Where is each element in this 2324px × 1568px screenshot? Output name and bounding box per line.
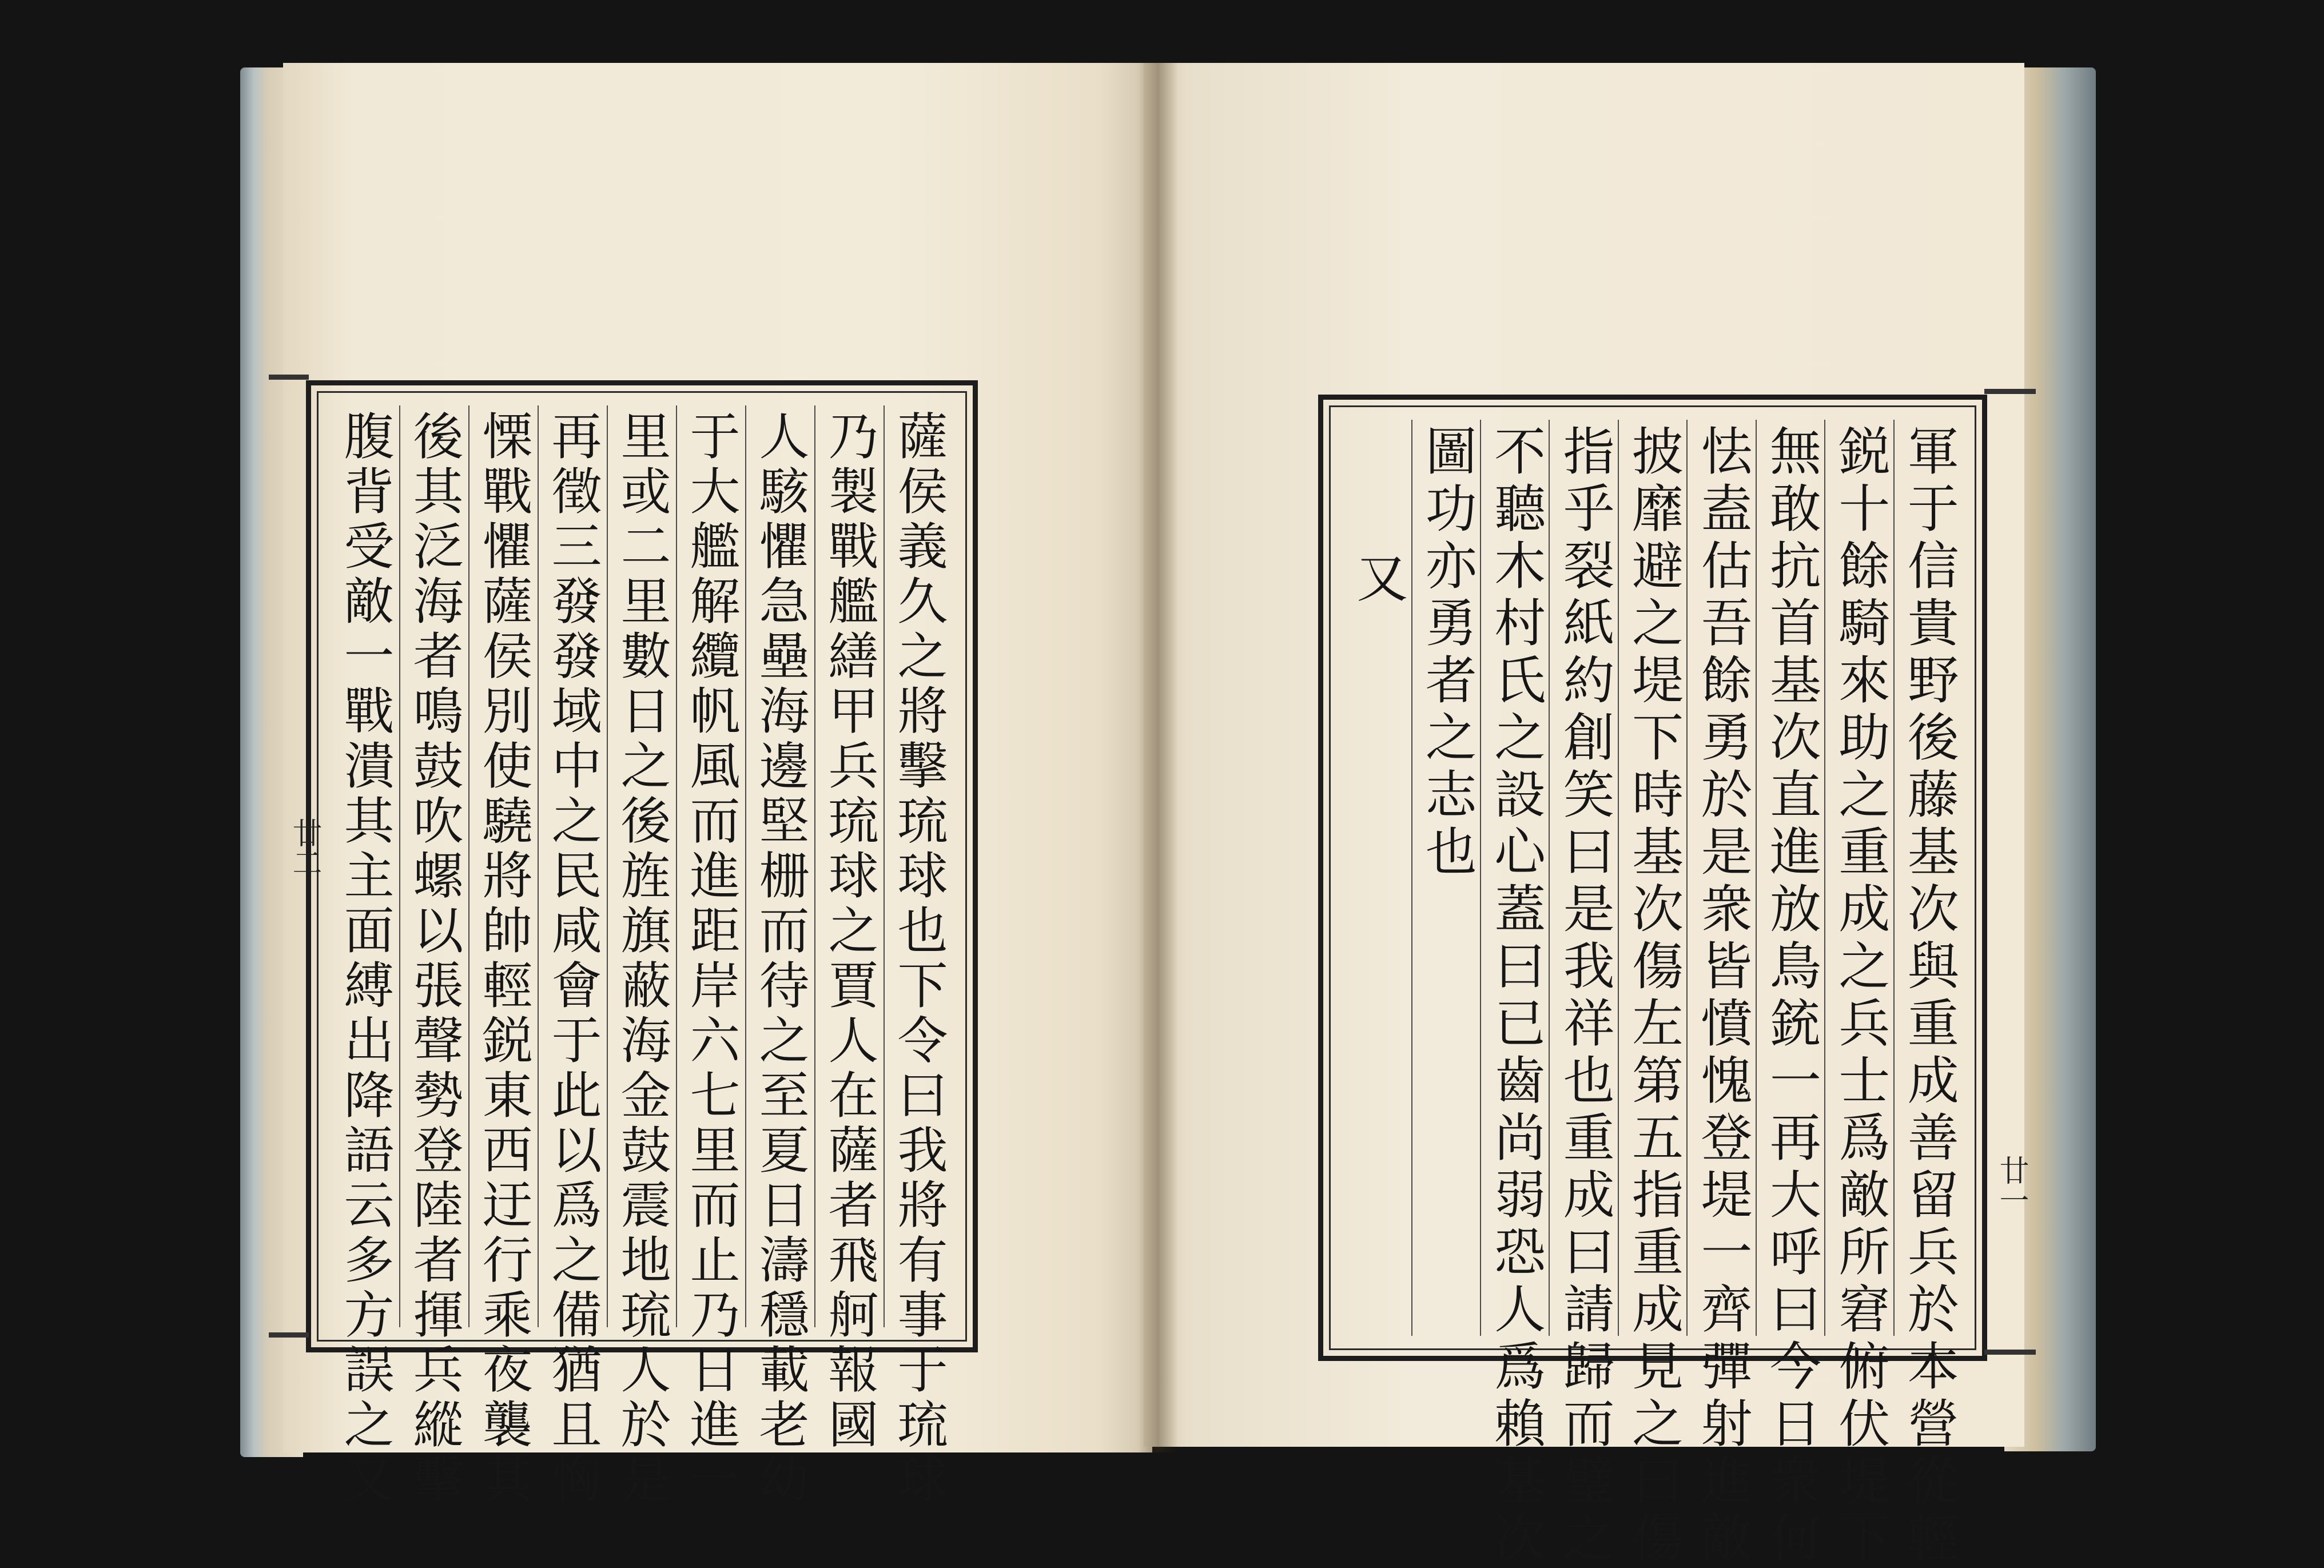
left-column [607, 405, 676, 1508]
right-column [1411, 420, 1480, 1336]
right-folio: 廿一 [1994, 1155, 2028, 1215]
binding-thread-bottom-right [1984, 1350, 2036, 1355]
binding-thread-bottom-left [269, 1332, 309, 1338]
binding-thread-top-left [269, 375, 309, 380]
left-column [399, 405, 468, 1508]
right-column [1618, 420, 1686, 1568]
right-column [1480, 420, 1549, 1568]
left-column-text: 人駭懼急壘海邊堅栅而待之至夏日濤穩載老幼 [751, 410, 810, 1508]
left-column [884, 405, 953, 1508]
right-column-text: 披靡避之堤下時基次傷左第五指重成見之曰傷 [1623, 424, 1684, 1568]
left-columns [331, 405, 953, 1508]
left-column [676, 405, 745, 1508]
right-column-text: 圖功亦勇者之志也 [1416, 424, 1477, 882]
right-column [1343, 420, 1411, 1336]
right-text-frame [1318, 395, 1987, 1568]
right-column [1686, 420, 1755, 1568]
left-column [331, 405, 399, 1508]
right-column [1824, 420, 1893, 1568]
left-text-frame [306, 380, 978, 1508]
right-column-text: 怯盍估吾餘勇於是衆皆憤愧登堤一齊彈射進敵 [1692, 424, 1752, 1568]
left-column [814, 405, 884, 1453]
right-column-text: 軍于信貴野後藤基次與重成善留兵於本營從輕 [1898, 424, 1959, 1568]
right-column [1549, 420, 1617, 1568]
left-column-text: 于大艦解纜帆風而進距岸六七里而止乃日進一 [682, 410, 741, 1508]
right-column-text: 指乎裂紙約創笑曰是我祥也重成曰請歸而璧之 [1554, 424, 1614, 1568]
binding-thread-top-right [1984, 389, 2036, 394]
left-column-text: 後其泛海者鳴鼓吹螺以張聲勢登陸者揮兵縱擊 [405, 410, 464, 1508]
left-column-text: 薩侯義久之將擊琉球也下令曰我將有事于琉球 [889, 410, 949, 1508]
left-frame-inner-border [317, 391, 967, 1508]
left-column [745, 405, 814, 1508]
left-column-text: 腹背受敵一戰潰其主面縛出降語云多方誤之又 [336, 410, 395, 1508]
left-folio: 廿二 [287, 818, 321, 877]
left-column-text: 乃製戰艦繕甲兵琉球之賈人在薩者飛舸報國 [820, 410, 880, 1453]
right-column [1756, 420, 1824, 1568]
right-column-text: 鋭十餘騎來助之重成之兵士爲敵所窘俯伏堤下 [1829, 424, 1890, 1568]
left-column-text: 再徵三發發域中之民咸會于此以爲之備猶且恟 [543, 410, 603, 1508]
left-column [538, 405, 607, 1508]
right-frame-inner-border [1329, 405, 1976, 1568]
right-column-text: 無敢抗首基次直進放鳥銃一再大呼曰今日衆何 [1760, 424, 1821, 1568]
right-columns [1343, 420, 1962, 1568]
right-column-text: 又 [1347, 551, 1408, 608]
book-gutter [1138, 63, 1178, 1452]
right-column-text: 不聽木村氏之設心蓋曰已齒尚弱恐人爲賴基次 [1485, 424, 1546, 1568]
right-column [1893, 420, 1962, 1568]
left-column-text: 慄戰懼薩侯別使驍將帥輕鋭東西迂行乘夜襲其 [474, 410, 534, 1508]
left-column [468, 405, 538, 1508]
left-column-text: 里或二里數日之後旌旗蔽海金鼓震地琉人於是 [612, 410, 672, 1508]
